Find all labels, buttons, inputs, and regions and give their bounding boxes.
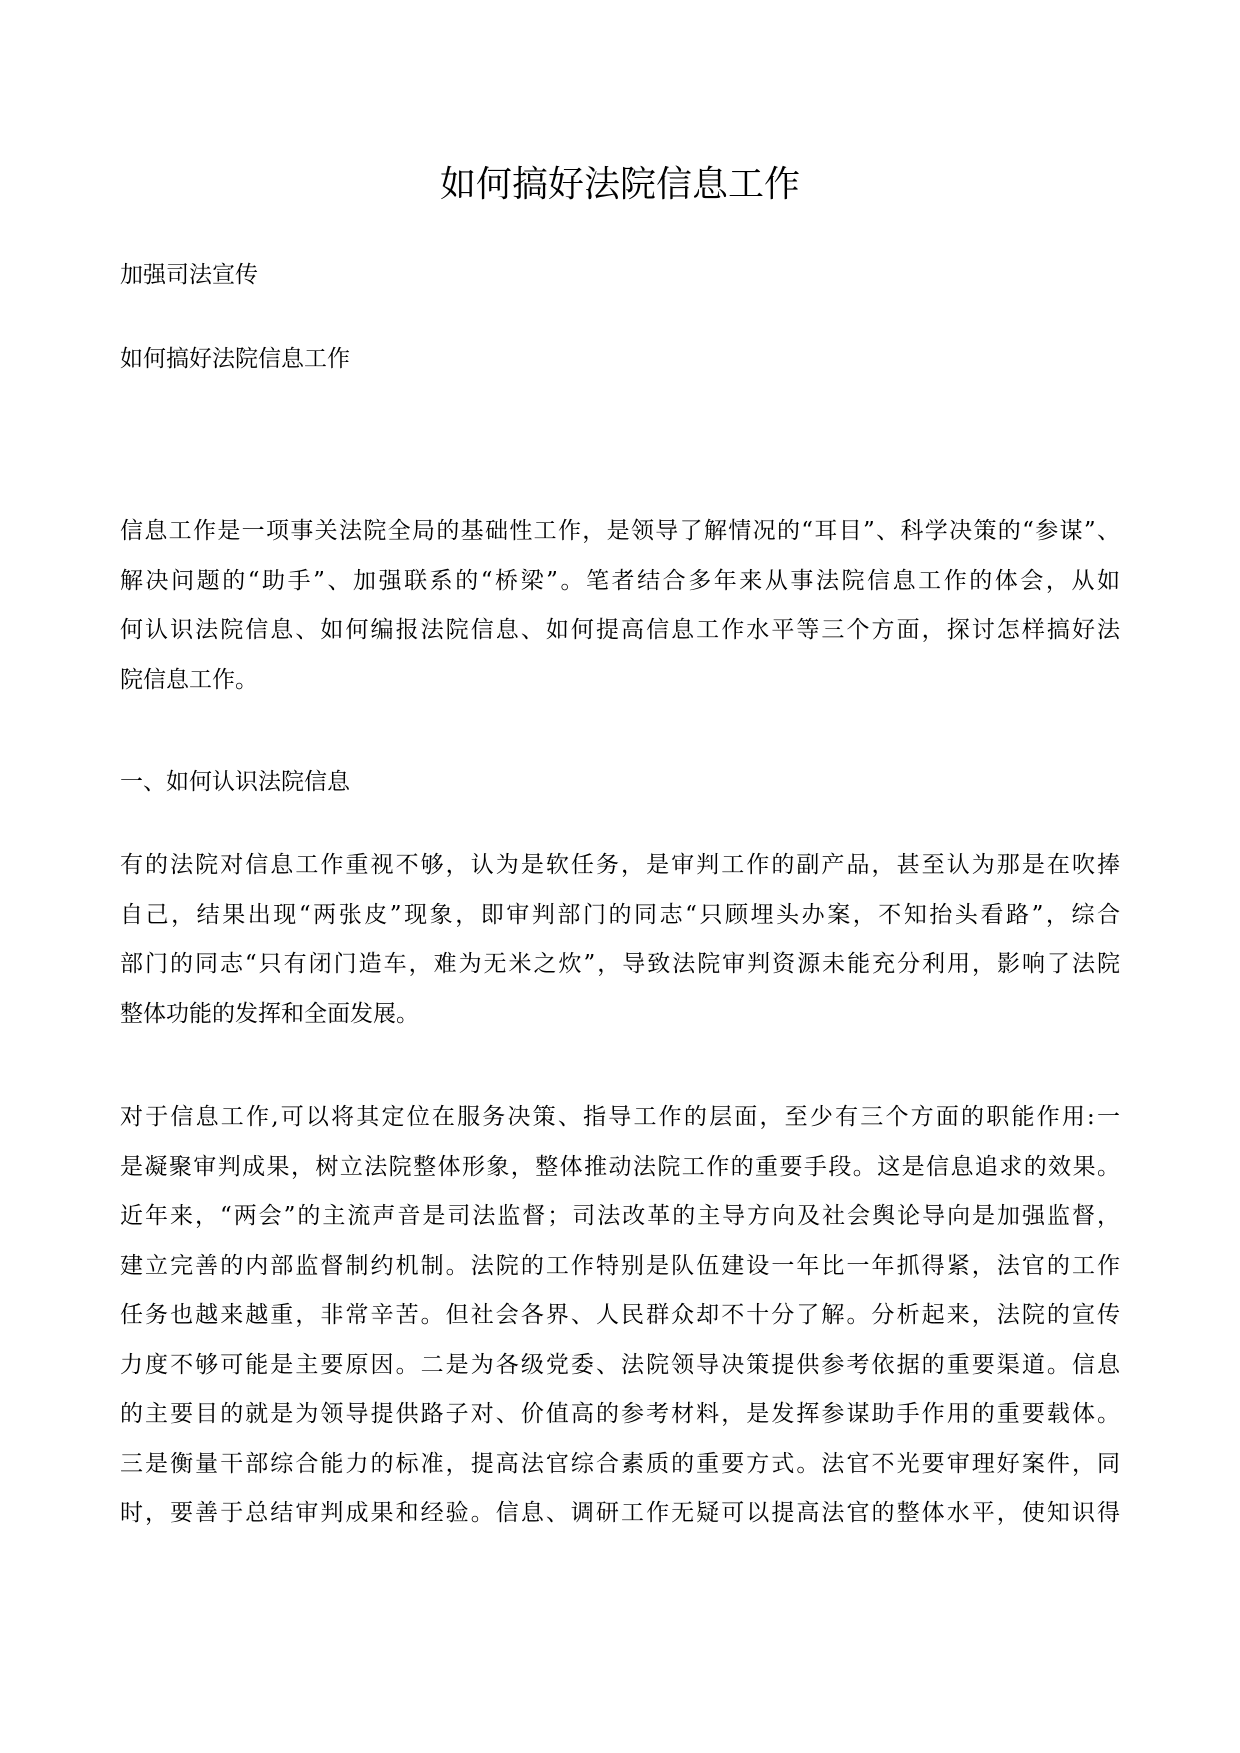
subtitle-1: 加强司法宣传: [120, 262, 258, 288]
paragraph-line: 近年来，“两会”的主流声音是司法监督；司法改革的主导方向及社会舆论导向是加强监督，: [120, 1203, 1120, 1229]
paragraph-line: 有的法院对信息工作重视不够，认为是软任务，是审判工作的副产品，甚至认为那是在吹捧: [120, 852, 1120, 878]
paragraph-2: [120, 848, 1120, 1046]
paragraph-3: [120, 1100, 1120, 1546]
document-title: 如何搞好法院信息工作: [439, 164, 800, 205]
paragraph-line: 任务也越来越重，非常辛苦。但社会各界、人民群众却不十分了解。分析起来，法院的宣传: [120, 1302, 1120, 1328]
paragraph-line: 部门的同志“只有闭门造车，难为无米之炊”，导致法院审判资源未能充分利用，影响了法院: [120, 951, 1120, 977]
paragraph-line: 何认识法院信息、如何编报法院信息、如何提高信息工作水平等三个方面，探讨怎样搞好法: [120, 617, 1120, 643]
paragraph-line: 是凝聚审判成果，树立法院整体形象，整体推动法院工作的重要手段。这是信息追求的效果。: [120, 1153, 1120, 1180]
subtitle-2: 如何搞好法院信息工作: [120, 346, 350, 372]
paragraph-line: 时，要善于总结审判成果和经验。信息、调研工作无疑可以提高法官的整体水平，使知识得: [120, 1500, 1120, 1526]
paragraph-line: 自己，结果出现“两张皮”现象，即审判部门的同志“只顾埋头办案，不知抬头看路”，综合: [120, 901, 1120, 928]
paragraph-line: 力度不够可能是主要原因。二是为各级党委、法院领导决策提供参考依据的重要渠道。信息: [120, 1351, 1120, 1378]
paragraph-line: 的主要目的就是为领导提供路子对、价值高的参考材料，是发挥参谋助手作用的重要载体。: [120, 1401, 1120, 1427]
paragraph-line: 三是衡量干部综合能力的标准，提高法官综合素质的重要方式。法官不光要审理好案件，同: [120, 1450, 1120, 1477]
paragraph-intro: [120, 514, 1120, 712]
paragraph-line: 整体功能的发挥和全面发展。: [120, 1000, 419, 1027]
paragraph-line: 解决问题的“助手”、加强联系的“桥梁”。笔者结合多年来从事法院信息工作的体会，从如: [120, 567, 1120, 594]
paragraph-line: 信息工作是一项事关法院全局的基础性工作，是领导了解情况的“耳目”、科学决策的“参谋”、: [120, 518, 1120, 544]
section-1-heading: 一、如何认识法院信息: [120, 769, 350, 795]
paragraph-line: 建立完善的内部监督制约机制。法院的工作特别是队伍建设一年比一年抓得紧，法官的工作: [120, 1252, 1120, 1279]
paragraph-line: 对于信息工作,可以将其定位在服务决策、指导工作的层面，至少有三个方面的职能作用:一: [120, 1104, 1120, 1130]
paragraph-line: 院信息工作。: [120, 666, 258, 693]
